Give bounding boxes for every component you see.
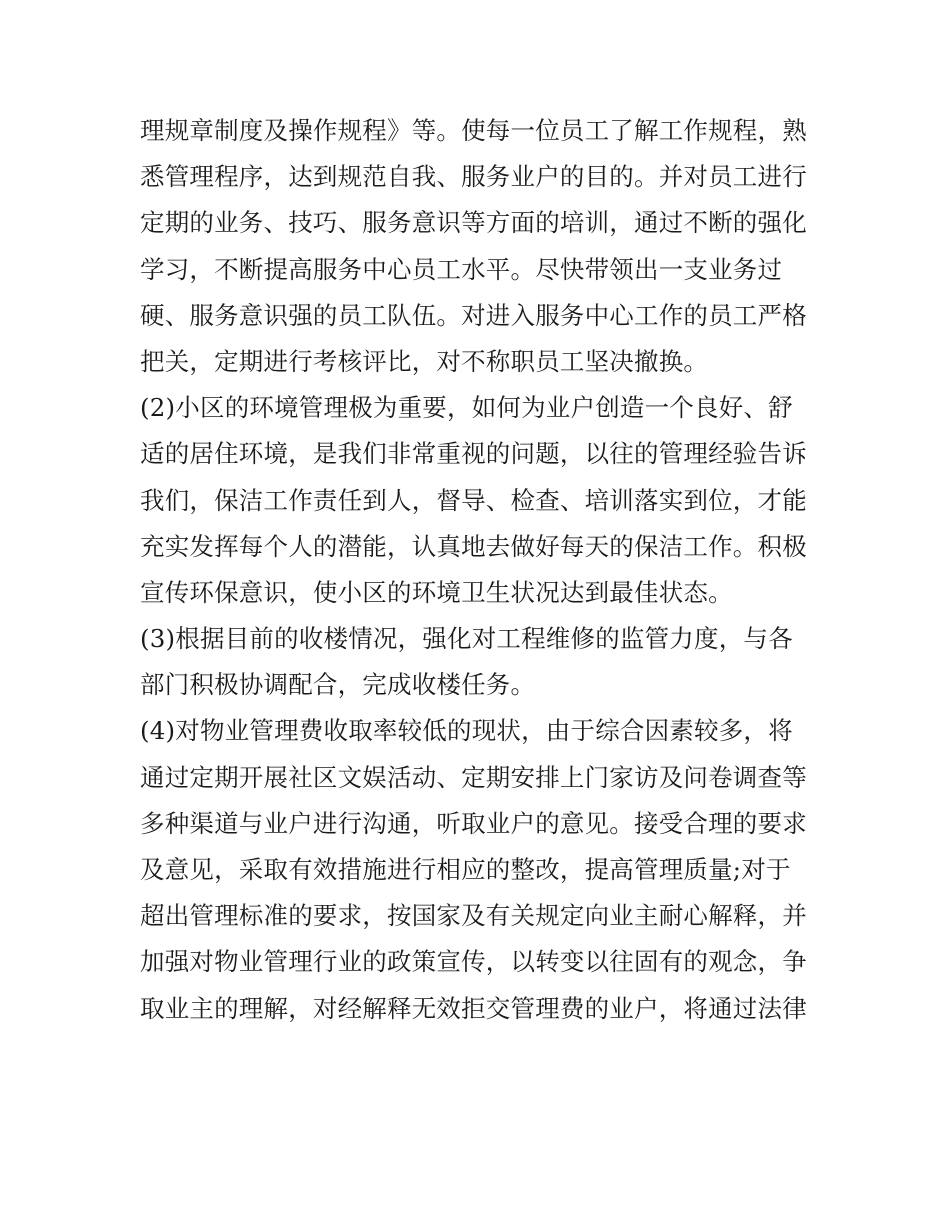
text-line-7: (2)小区的环境管理极为重要，如何为业户创造一个良好、舒 (140, 393, 793, 423)
text-line-11: 宣传环保意识，使小区的环境卫生状况达到最佳状态。 (140, 577, 733, 607)
text-line-17: 及意见，采取有效措施进行相应的整改，提高管理质量;对于 (140, 855, 791, 884)
text-line-6: 把关，定期进行考核评比，对不称职员工坚决撤换。 (140, 346, 709, 376)
text-line-19: 加强对物业管理行业的政策宣传，以转变以往固有的观念，争 (140, 947, 807, 977)
text-line-2: 悉管理程序，达到规范自我、服务业户的目的。并对员工进行 (140, 162, 807, 192)
document-body-text (140, 108, 820, 1032)
text-line-13: 部门积极协调配合，完成收楼任务。 (140, 670, 536, 700)
text-line-3: 定期的业务、技巧、服务意识等方面的培训，通过不断的强化 (140, 208, 807, 238)
text-line-5: 硬、服务意识强的员工队伍。对进入服务中心工作的员工严格 (140, 300, 807, 330)
text-line-1: 理规章制度及操作规程》等。使每一位员工了解工作规程，熟 (140, 116, 807, 145)
text-line-4: 学习，不断提高服务中心员工水平。尽快带领出一支业务过 (140, 254, 783, 284)
text-line-9: 我们，保洁工作责任到人，督导、检查、培训落实到位，才能 (140, 485, 807, 515)
text-line-10: 充实发挥每个人的潜能，认真地去做好每天的保洁工作。积极 (140, 531, 807, 561)
text-line-18: 超出管理标准的要求，按国家及有关规定向业主耐心解释，并 (140, 901, 807, 931)
text-line-12: (3)根据目前的收楼情况，强化对工程维修的监管力度，与各 (140, 624, 793, 654)
text-line-20: 取业主的理解，对经解释无效拒交管理费的业户，将通过法律 (140, 993, 807, 1023)
text-line-16: 多种渠道与业户进行沟通，听取业户的意见。接受合理的要求 (140, 808, 807, 838)
text-line-15: 通过定期开展社区文娱活动、定期安排上门家访及问卷调查等 (140, 762, 807, 792)
text-line-14: (4)对物业管理费收取率较低的现状，由于综合因素较多，将 (140, 716, 793, 746)
text-line-8: 适的居住环境，是我们非常重视的问题，以往的管理经验告诉 (140, 439, 807, 469)
